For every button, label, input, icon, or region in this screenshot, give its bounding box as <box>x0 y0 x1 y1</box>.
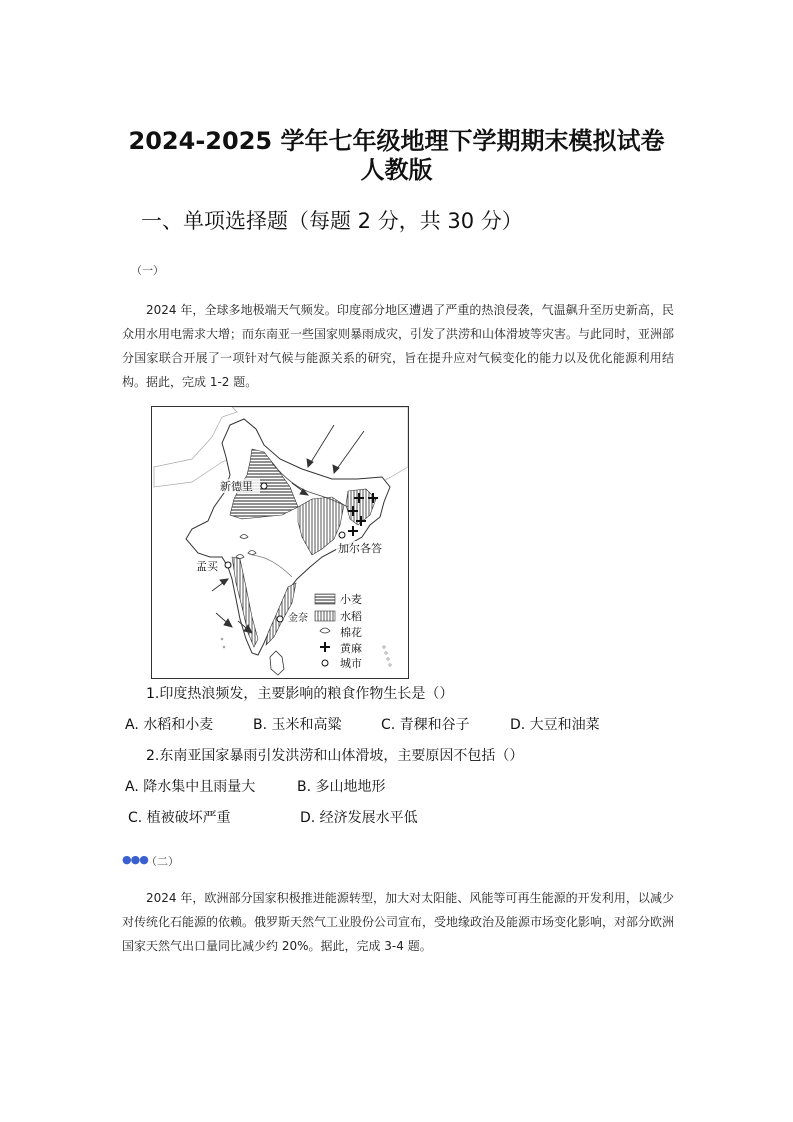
question-2-stem: 2.东南亚国家暴雨引发洪涝和山体滑坡，主要原因不包括（） <box>146 748 524 764</box>
question-1-option-d[interactable]: D. 大豆和油菜 <box>510 717 600 733</box>
sri-lanka-outline <box>270 651 284 675</box>
legend-city-label: 城市 <box>340 657 362 670</box>
question-2-option-d[interactable]: D. 经济发展水平低 <box>300 810 418 826</box>
city-label-kolkata: 加尔各答 <box>338 542 382 555</box>
passage-1: 2024 年，全球多地极端天气频发。印度部分地区遭遇了严重的热浪侵袭，气温飙升至历史新高，民众用水用电需求大增；而东南亚一些国家则暴雨成灾，引发了洪涝和山体滑坡等灾害。与此同时，亚洲部分国家联合开展了一项针对气候与能源关系的研究，旨在提升应对气候变化的能力以及优化能源利用结构。据此，完成 1-2 题。 <box>122 303 675 389</box>
passage-2: 2024 年，欧洲部分国家积极推进能源转型，加大对太阳能、风能等可再生能源的开发利用，以减少对传统化石能源的依赖。俄罗斯天然气工业股份公司宣布，受地缘政治及能源市场变化影响，对部分欧洲国家天然气出口量同比减少约 20%。据此，完成 3-4 题。 <box>122 891 675 953</box>
question-2-option-a[interactable]: A. 降水集中且雨量大 <box>125 779 256 795</box>
legend-wheat-label: 小麦 <box>340 593 362 606</box>
legend-cotton-icon <box>320 628 330 633</box>
legend-rice-swatch <box>315 611 335 621</box>
legend-rice-label: 水稻 <box>340 610 362 623</box>
exam-title: 2024-2025 学年七年级地理下学期期末模拟试卷 <box>128 127 665 155</box>
question-2-option-c[interactable]: C. 植被破坏严重 <box>128 810 231 826</box>
islands <box>221 638 391 666</box>
city-label-chennai: 金奈 <box>288 613 308 624</box>
india-crop-map <box>151 406 409 679</box>
question-1-option-b[interactable]: B. 玉米和高粱 <box>253 717 342 733</box>
exam-subtitle: 人教版 <box>360 156 433 184</box>
legend-cotton-label: 棉花 <box>340 626 362 639</box>
question-1-option-a[interactable]: A. 水稻和小麦 <box>125 717 214 733</box>
city-label-delhi: 新德里 <box>220 480 253 493</box>
legend-jute-icon <box>320 642 330 652</box>
question-1-stem: 1.印度热浪频发，主要影响的粮食作物生长是（） <box>146 686 454 702</box>
legend-jute-label: 黄麻 <box>340 642 362 655</box>
ellipsis-icon: ●●● <box>122 853 148 866</box>
group-label-1: （一） <box>131 264 164 277</box>
group-label-2: （二） <box>146 855 179 868</box>
map-legend <box>315 592 362 670</box>
city-label-mumbai: 孟买 <box>196 560 218 573</box>
legend-wheat-swatch <box>315 594 335 604</box>
legend-city-icon <box>322 660 328 666</box>
question-1-option-c[interactable]: C. 青稞和谷子 <box>381 717 470 733</box>
question-2-option-b[interactable]: B. 多山地地形 <box>297 779 386 795</box>
section-heading: 一、单项选择题（每题 2 分，共 30 分） <box>141 209 523 233</box>
